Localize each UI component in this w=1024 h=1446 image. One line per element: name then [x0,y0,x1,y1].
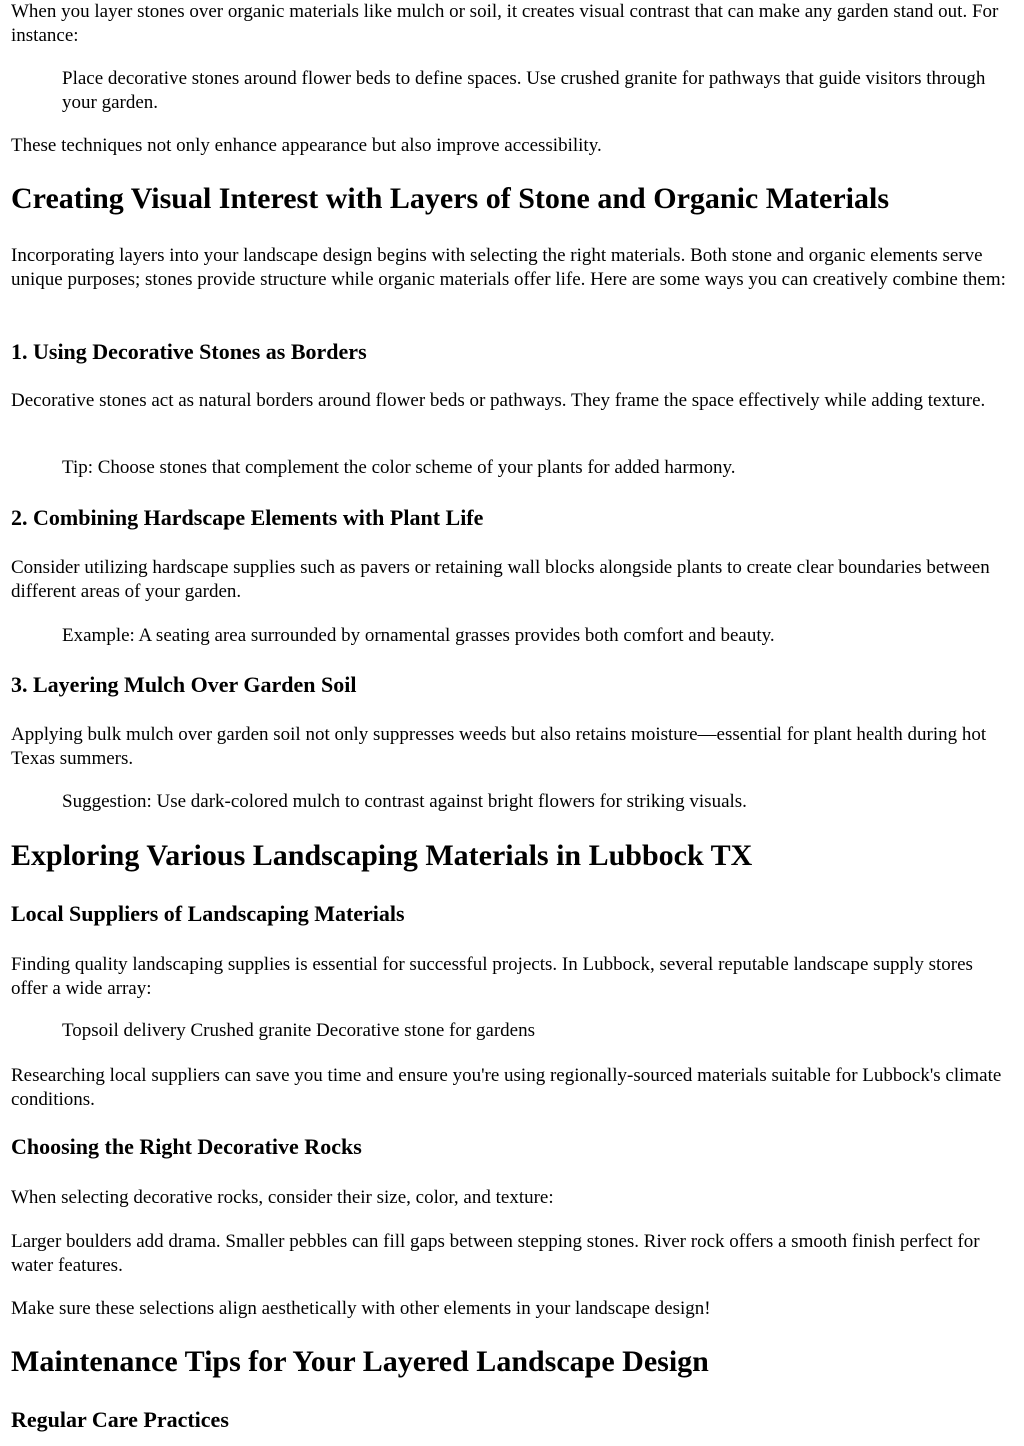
local-suppliers-paragraph: Finding quality landscaping supplies is essential for successful projects. In Lubbock, several reputable landscape supply stores offer a wide array: [11,954,973,999]
decorative-rocks-paragraph: When selecting decorative rocks, consider their size, color, and texture: [11,1187,554,1208]
hardscape-paragraph: Consider utilizing hardscape supplies such as pavers or retaining wall blocks alongside plants to create clear boundaries between different areas of your garden. [11,557,990,602]
heading-lubbock-materials: Exploring Various Landscaping Materials in Lubbock TX [11,839,753,872]
visual-interest-paragraph: Incorporating layers into your landscape design begins with selecting the right materials. Both stone and organic elements serve unique purposes; stones provide structure while organic materials offer life. Here are some ways you can creatively combine them: [11,245,1006,290]
local-suppliers-list-text: Topsoil delivery Crushed granite Decorative stone for gardens [62,1020,535,1041]
heading-local-suppliers: Local Suppliers of Landscaping Materials [11,901,405,926]
decorative-rocks-closing: Make sure these selections align aesthetically with other elements in your landscape design! [11,1298,711,1319]
intro-paragraph: When you layer stones over organic materials like mulch or soil, it creates visual contrast that can make any garden stand out. For instance: [11,1,999,46]
heading-regular-care: Regular Care Practices [11,1407,229,1432]
heading-visual-interest: Creating Visual Interest with Layers of Stone and Organic Materials [11,182,890,215]
stone-borders-tip: Tip: Choose stones that complement the color scheme of your plants for added harmony. [62,457,736,478]
stone-borders-paragraph: Decorative stones act as natural borders around flower beds or pathways. They frame the space effectively while adding texture. [11,390,986,411]
mulch-paragraph: Applying bulk mulch over garden soil not only suppresses weeds but also retains moisture—essential for plant health during hot Texas summers. [11,724,987,769]
local-suppliers-closing: Researching local suppliers can save you time and ensure you're using regionally-sourced materials suitable for Lubbock's climate conditions. [11,1065,1002,1110]
hardscape-example: Example: A seating area surrounded by ornamental grasses provides both comfort and beauty. [62,625,775,646]
heading-stone-borders: 1. Using Decorative Stones as Borders [11,339,367,364]
heading-decorative-rocks: Choosing the Right Decorative Rocks [11,1134,362,1159]
mulch-suggestion: Suggestion: Use dark-colored mulch to contrast against bright flowers for striking visuals. [62,791,747,812]
intro-closing-paragraph: These techniques not only enhance appearance but also improve accessibility. [11,135,602,156]
intro-list-text: Place decorative stones around flower beds to define spaces. Use crushed granite for pathways that guide visitors through your garden. [62,68,986,113]
decorative-rocks-list-text: Larger boulders add drama. Smaller pebbles can fill gaps between stepping stones. River rock offers a smooth finish perfect for water features. [11,1231,980,1276]
heading-maintenance: Maintenance Tips for Your Layered Landscape Design [11,1345,709,1378]
heading-hardscape: 2. Combining Hardscape Elements with Plant Life [11,505,484,530]
heading-mulch: 3. Layering Mulch Over Garden Soil [11,672,357,697]
